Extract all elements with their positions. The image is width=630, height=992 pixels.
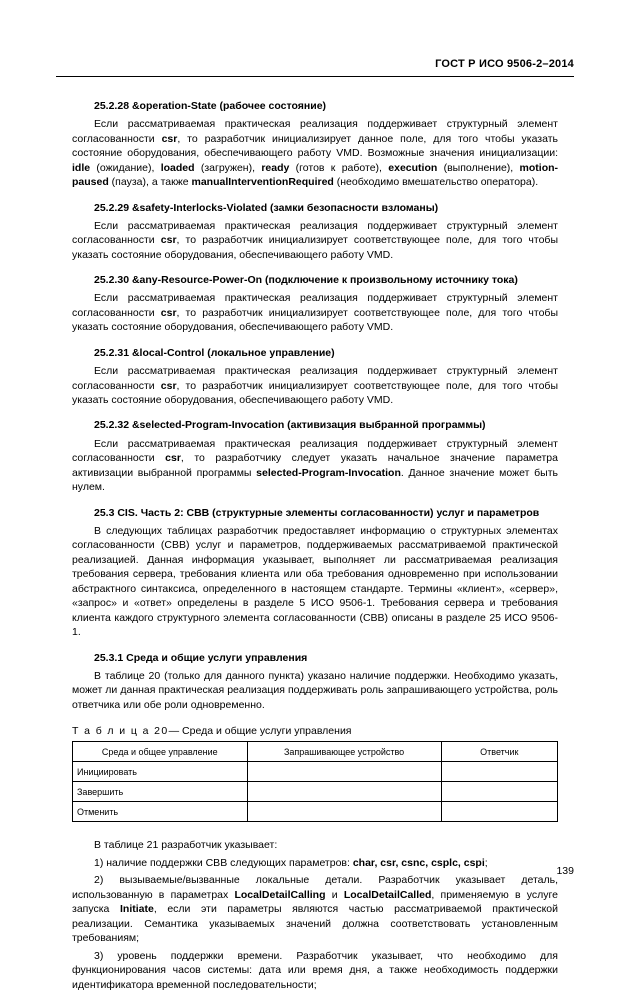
table-column-header: Ответчик (441, 742, 557, 762)
enumerated-item: 1) наличие поддержки CBB следующих параметров: char, csr, csnc, csplc, cspi; (94, 856, 488, 869)
section-block (72, 201, 558, 263)
table-cell (441, 782, 557, 802)
section-block (72, 99, 558, 190)
table-header-row (73, 742, 558, 762)
list-intro-paragraph: В таблице 21 разработчик указывает: (94, 839, 278, 852)
table-cell: Завершить (73, 782, 248, 802)
section-paragraph: Если рассматриваемая практическая реализация поддерживает структурный элемент согласованности csr, то разработчик инициализирует соответствующее поле, для того чтобы указать состояние оборудования, обеспечивающего работу VMD. (72, 219, 558, 261)
section-heading: 25.2.32 &selected-Program-Invocation (активизация выбранной программы) (94, 419, 486, 432)
section-paragraph: В следующих таблицах разработчик предоставляет информацию о структурных элементах согласованности (CBB) услуг и параметров, поддерживаемых рассматриваемой практической реализацией. Данная информация указывает, выполняет ли рассматриваемая реализация требования сервера, требования клиента или оба требования одновременно при использовании абстрактного синтаксиса, определенного в настоящем стандарте. Термины «клиент», «сервер», «запрос» и «ответ» определены в разделе 5 ИСО 9506-1. Требования сервера и требования клиента каждого структурного элемента согласованности (CBB) описаны в разделе 25 ИСО 9506-1. (72, 524, 558, 639)
table-row (73, 802, 558, 822)
table-cell (247, 782, 441, 802)
section-paragraph: Если рассматриваемая практическая реализация поддерживает структурный элемент согласованности csr, то разработчику следует указать начальное значение параметра активизации выбранной программы selected-Program-Invocation. Данное значение может быть нулем. (72, 437, 558, 494)
section-heading: 25.2.31 &local-Control (локальное управление) (94, 346, 335, 359)
table-cell (441, 762, 557, 782)
section-heading: 25.2.29 &safety-Interlocks-Violated (замки безопасности взломаны) (94, 201, 439, 214)
section-heading: 25.3 CIS. Часть 2: CBB (структурные элементы согласованности) услуг и параметров (94, 506, 540, 519)
section-paragraph: Если рассматриваемая практическая реализация поддерживает структурный элемент согласованности csr, то разработчик инициализирует данное поле, для того чтобы указать состояние оборудования, обеспечивающего работу VMD. Возможные значения инициализации: idle (ожидание), loaded (загружен), ready (готов к работе), execution (выполнение), motion-paused (пауза), а также manualInterventionRequired (необходимо вмешательство оператора). (72, 118, 559, 189)
section-block (72, 273, 558, 335)
page-content (72, 88, 558, 992)
table-column-header: Среда и общее управление (73, 742, 248, 762)
section-paragraph: В таблице 20 (только для данного пункта) указано наличие поддержки. Необходимо указать, может ли данная практическая реализация поддерживать роль запрашивающего устройства, роль ответчика или обе роли одновременно. (72, 669, 558, 711)
enumerated-item: 3) уровень поддержки времени. Разработчик указывает, что необходимо для функционирования часов системы: дата или время дня, а также необходимость поддержки идентификатора временной последовательности; (72, 949, 558, 991)
section-block (72, 346, 558, 408)
page-header: ГОСТ Р ИСО 9506-2–2014 (435, 58, 574, 70)
page-number: 139 (556, 865, 574, 877)
table-caption (72, 725, 558, 737)
conformance-table (72, 741, 558, 822)
table-cell (441, 802, 557, 822)
table-cell (247, 802, 441, 822)
section-block (72, 651, 558, 713)
table-column-header: Запрашивающее устройство (247, 742, 441, 762)
section-heading: 25.2.28 &operation-State (рабочее состояние) (94, 100, 327, 112)
table-cell: Инициировать (73, 762, 248, 782)
table-cell: Отменить (73, 802, 248, 822)
section-paragraph: Если рассматриваемая практическая реализация поддерживает структурный элемент согласованности csr, то разработчик инициализирует соответствующее поле, для того чтобы указать состояние оборудования, обеспечивающего работу VMD. (72, 292, 558, 334)
section-heading: 25.2.30 &any-Resource-Power-On (подключение к произвольному источнику тока) (94, 274, 518, 287)
table-row (73, 762, 558, 782)
table-caption-text: — Среда и общие услуги управления (168, 725, 352, 738)
section-paragraph: Если рассматриваемая практическая реализация поддерживает структурный элемент согласованности csr, то разработчик инициализирует соответствующее поле, для того чтобы указать состояние оборудования, обеспечивающего работу VMD. (72, 365, 558, 406)
table-row (73, 782, 558, 802)
header-divider (56, 76, 574, 77)
enumerated-item: 2) вызываемые/вызванные локальные детали. Разработчик указывает деталь, использованную в параметрах LocalDetailCalling и LocalDetailCalled, применяемую в услуге запуска Initiate, если эти параметры являются частью рассматриваемой практической реализации. Семантика указываемых значений должна соответствовать установленным требованиям; (72, 874, 558, 945)
section-block (72, 506, 558, 640)
table-caption-prefix: Т а б л и ц а 20 (72, 725, 169, 738)
table-cell (247, 762, 441, 782)
post-table-block (72, 838, 558, 992)
section-block (72, 418, 558, 494)
section-heading: 25.3.1 Среда и общие услуги управления (94, 651, 308, 664)
